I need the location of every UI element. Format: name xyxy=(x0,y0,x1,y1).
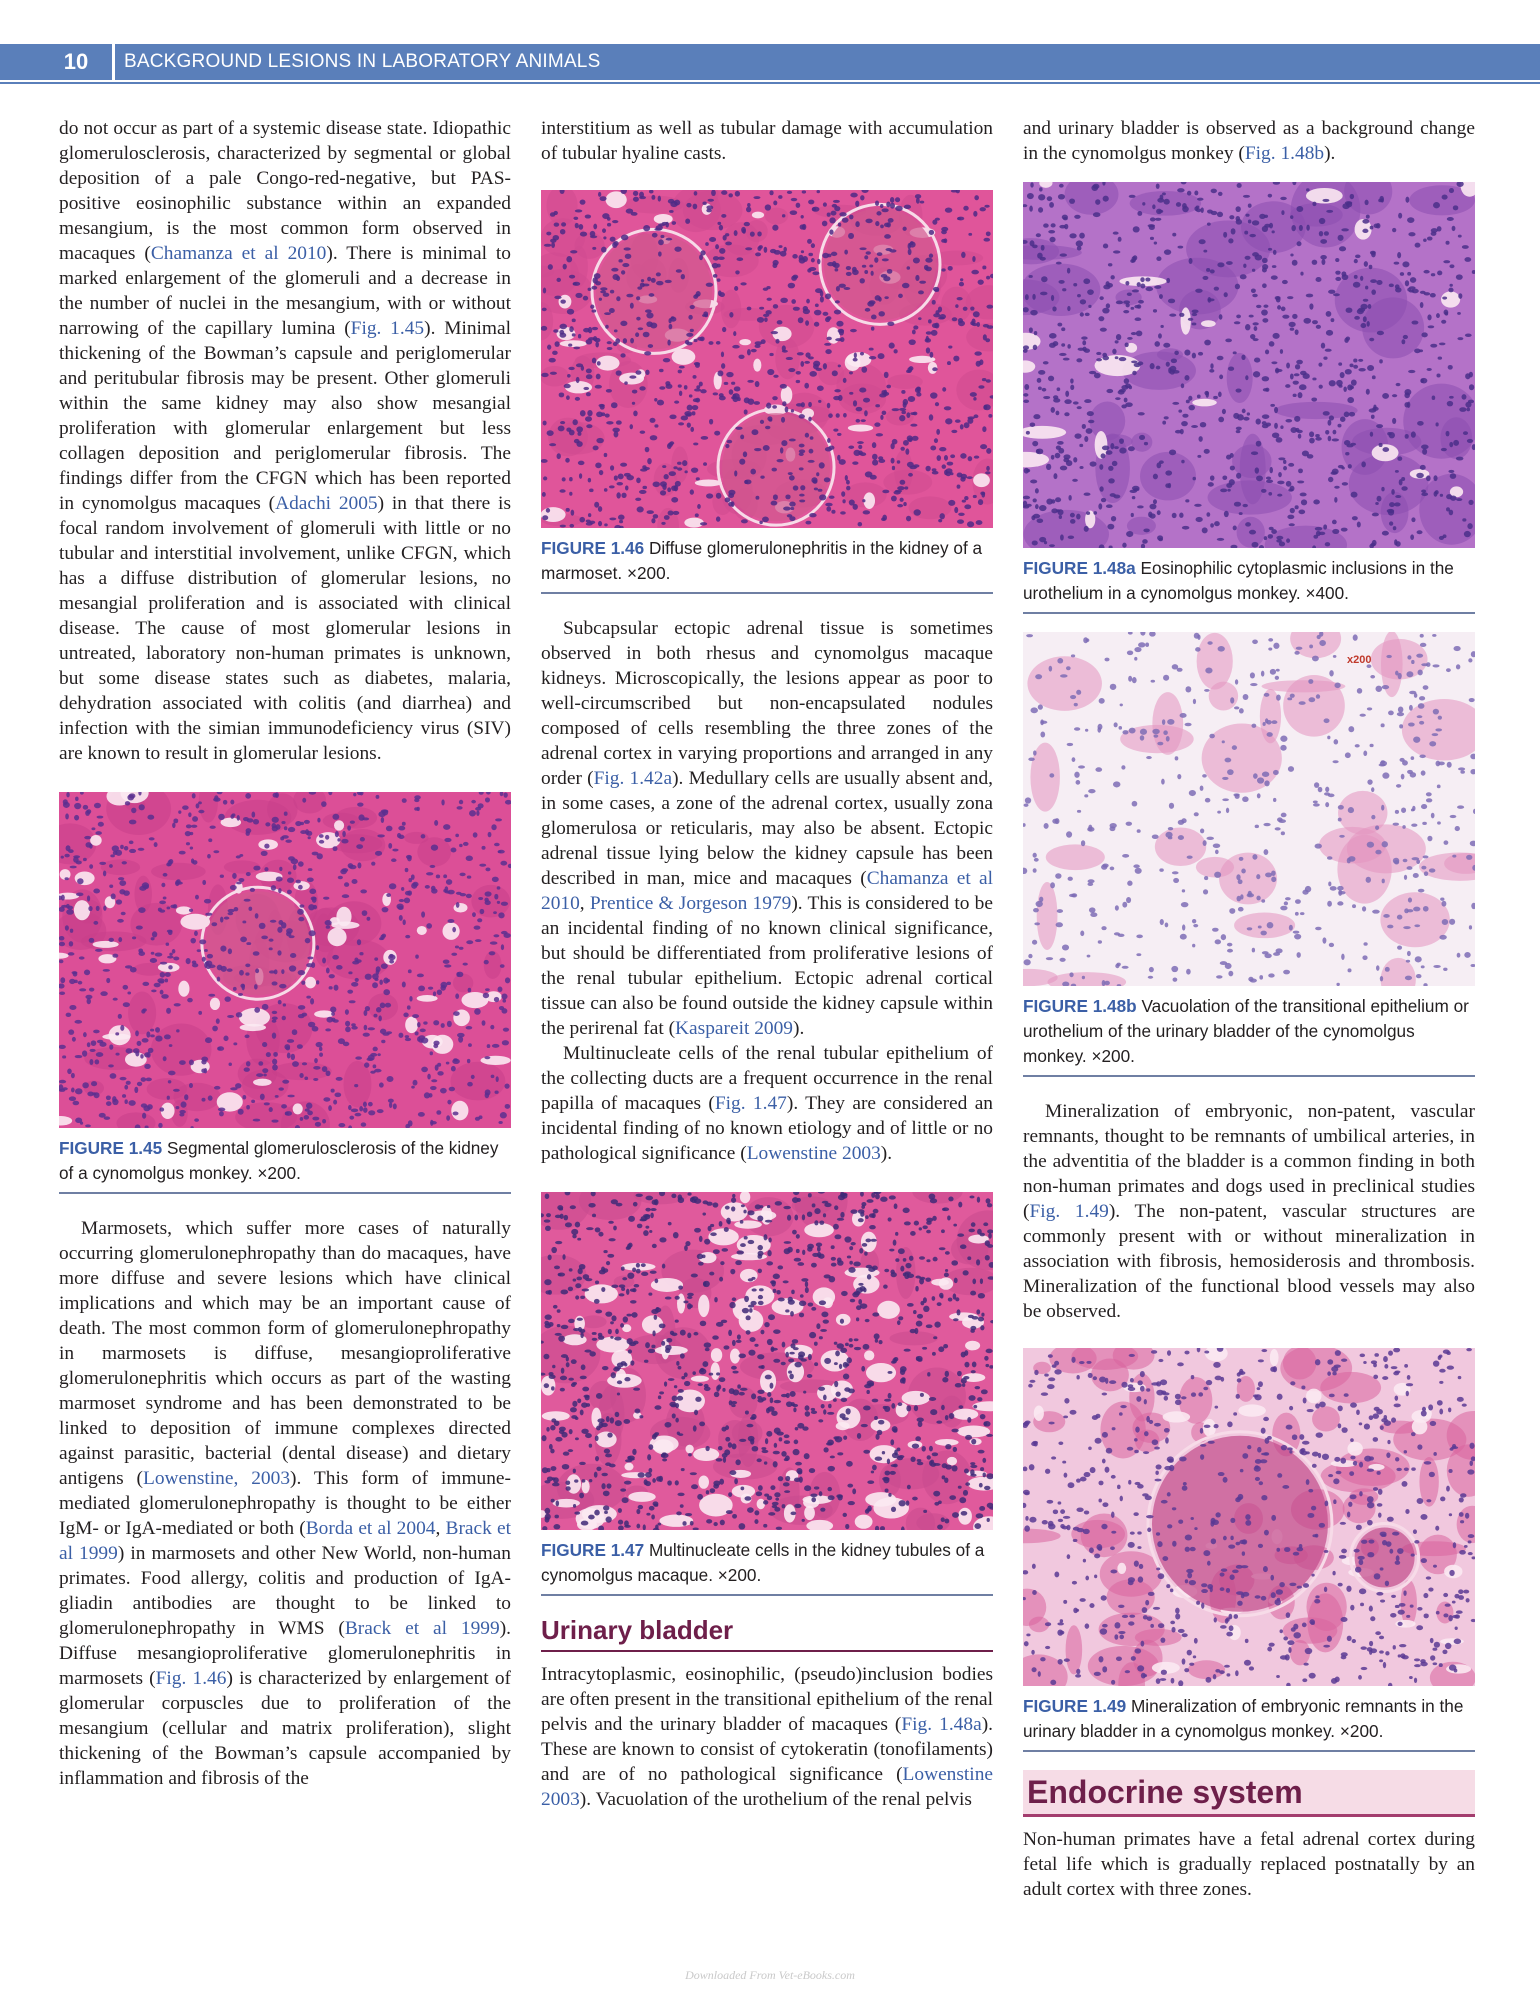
figure-caption xyxy=(59,1136,511,1194)
paragraph xyxy=(541,616,993,1041)
figure-label: FIGURE 1.47 xyxy=(541,1540,645,1560)
text-run: Multinucleate cells of the renal tubular epithelium of the collecting ducts are a frequent occurrence in the renal papilla of macaques ( xyxy=(541,1043,993,1114)
caption-text: Mineralization of embryonic remnants in the urinary bladder in a cynomolgus monkey. ×200. xyxy=(1023,1696,1464,1741)
figure-caption xyxy=(541,536,993,594)
reference-link[interactable]: Adachi 2005 xyxy=(275,493,378,514)
running-title: BACKGROUND LESIONS IN LABORATORY ANIMALS xyxy=(124,51,601,72)
text-run: ). Diffuse mesangioproliferative glomerulonephritis in marmosets ( xyxy=(59,1618,511,1689)
text-run: ). Vacuolation of the urothelium of the renal pelvis xyxy=(579,1789,972,1810)
figure-1-49-micrograph xyxy=(1023,1348,1475,1686)
text-run: ). They are considered an incidental finding of no known etiology and of little or no pathological significance ( xyxy=(541,1093,993,1164)
page-number: 10 xyxy=(63,49,89,74)
header-separator xyxy=(112,44,115,80)
caption-text: Multinucleate cells in the kidney tubules of a cynomolgus macaque. ×200. xyxy=(541,1540,985,1585)
caption-text: Eosinophilic cytoplasmic inclusions in the urothelium in a cynomolgus monkey. ×400. xyxy=(1023,558,1454,603)
reference-link[interactable]: Lowenstine, 2003 xyxy=(143,1468,291,1489)
figure-1-45-micrograph xyxy=(59,792,511,1128)
text-run: ) in marmosets and other New World, non-human primates. Food allergy, colitis and production of IgA-gliadin antibodies are thought to be linked to glomerulonephropathy in WMS ( xyxy=(59,1543,511,1639)
figure-caption xyxy=(1023,1694,1475,1752)
figure-link[interactable]: Fig. 1.46 xyxy=(155,1668,227,1689)
paragraph xyxy=(59,1216,511,1791)
figure-caption xyxy=(541,1538,993,1596)
text-run: ). The non-patent, vascular structures are commonly present with or without mineralization in association with fibrosis, hemosiderosis and thrombosis. Mineralization of the functional blood vessels may also be observed. xyxy=(1023,1201,1475,1322)
caption-text: Vacuolation of the transitional epithelium or urothelium of the urinary bladder of the cynomolgus monkey. ×200. xyxy=(1023,996,1469,1066)
text-run: Mineralization of embryonic, non-patent, vascular remnants, thought to be remnants of umbilical arteries, in the adventitia of the bladder is a common finding in both non-human primates and dogs used in preclinical studies ( xyxy=(1023,1101,1475,1222)
paragraph xyxy=(1023,1099,1475,1324)
figure-1-48b-micrograph xyxy=(1023,632,1475,986)
text-run: do not occur as part of a systemic disease state. Idiopathic glomerulosclerosis, characterized by segmental or global deposition of a pale Congo-red-negative, but PAS-positive eosinophilic substance within an expanded mesangium, is the most common form observed in macaques ( xyxy=(59,118,511,264)
reference-link[interactable]: Brack et al 1999 xyxy=(59,1518,511,1564)
text-run: , xyxy=(579,893,590,914)
figure-label: FIGURE 1.49 xyxy=(1023,1696,1127,1716)
text-run: Intracytoplasmic, eosinophilic, (pseudo)inclusion bodies are often present in the transitional epithelium of the renal pelvis and the urinary bladder of macaques ( xyxy=(541,1664,993,1735)
reference-link[interactable]: Lowenstine 2003 xyxy=(746,1143,881,1164)
reference-link[interactable]: Prentice & Jorgeson 1979 xyxy=(589,893,792,914)
text-run: Subcapsular ectopic adrenal tissue is sometimes observed in both rhesus and cynomolgus macaque kidneys. Microscopically, the lesions appear as poor to well-circumscribed but non-encapsulated nodules composed of cells resembling the three zones of the adrenal cortex in varying proportions and arranged in any order ( xyxy=(541,618,993,789)
text-run: ). This is considered to be an incidental finding of no known clinical significance, but should be differentiated from proliferative lesions of the renal tubular epithelium. Ectopic adrenal cortical tissue can also be found outside the kidney capsule within the perirenal fat ( xyxy=(541,893,993,1039)
figure-label: FIGURE 1.48b xyxy=(1023,996,1137,1016)
reference-link[interactable]: Brack et al 1999 xyxy=(344,1618,500,1639)
figure-1-46-micrograph xyxy=(541,190,993,528)
text-run: ). Minimal thickening of the Bowman’s capsule and periglomerular and peritubular fibrosis may be present. Other glomeruli within the same kidney may also show mesangial proliferation with glomerular enlargement but less collagen deposition and periglomerular fibrosis. The findings differ from the CFGN which has been reported in cynomolgus macaques ( xyxy=(59,318,511,514)
figure-label: FIGURE 1.46 xyxy=(541,538,645,558)
section-heading-urinary-bladder: Urinary bladder xyxy=(541,1614,993,1652)
text-run: and urinary bladder is observed as a background change in the cynomolgus monkey ( xyxy=(1023,118,1475,164)
caption-text: Diffuse glomerulonephritis in the kidney of a marmoset. ×200. xyxy=(541,538,983,583)
reference-link[interactable]: Chamanza et al 2010 xyxy=(541,868,994,914)
figure-label: FIGURE 1.48a xyxy=(1023,558,1136,578)
figure-1-47-micrograph xyxy=(541,1192,993,1530)
text-run: ). xyxy=(792,1018,805,1039)
magnification-watermark: x200 xyxy=(1347,654,1372,666)
paragraph: interstitium as well as tubular damage with accumulation of tubular hyaline casts. xyxy=(541,118,993,164)
reference-link[interactable]: Borda et al 2004 xyxy=(305,1518,436,1539)
reference-link[interactable]: Lowenstine 2003 xyxy=(541,1764,993,1810)
header-rule xyxy=(0,82,1540,84)
text-run: ). Medullary cells are usually absent and, in some cases, a zone of the adrenal cortex, usually zona glomerulosa or reticularis, may also be absent. Ectopic adrenal tissue lying below the kidney capsule has been described in man, mice and macaques ( xyxy=(541,768,994,889)
figure-link[interactable]: Fig. 1.42a xyxy=(593,768,673,789)
column-1 xyxy=(59,116,511,1791)
running-header xyxy=(0,44,1540,80)
reference-link[interactable]: Chamanza et al 2010 xyxy=(150,243,327,264)
figure-link[interactable]: Fig. 1.48a xyxy=(901,1714,982,1735)
text-run: ) in that there is focal random involvement of glomeruli with little or no tubular and interstitial involvement, unlike CFGN, which has a diffuse distribution of glomerular lesions, no mesangial proliferation and is associated with clinical disease. The cause of most glomerular lesions in untreated, laboratory non-human primates is unknown, but some disease states such as diabetes, malaria, dehydration associated with colitis (and diarrhea) and infection with the simian immunodeficiency virus (SIV) are known to result in glomerular lesions. xyxy=(59,493,511,764)
text-run: ). There is minimal to marked enlargement of the glomeruli and a decrease in the number of nuclei in the mesangium, with or without narrowing of the capillary lumina ( xyxy=(59,243,511,339)
paragraph xyxy=(1023,116,1475,166)
figure-link[interactable]: Fig. 1.48b xyxy=(1244,143,1325,164)
paragraph xyxy=(541,1041,993,1166)
text-run: Marmosets, which suffer more cases of naturally occurring glomerulonephropathy than do macaques, have more diffuse and severe lesions which have clinical implications and which may be an important cause of death. The most common form of glomerulonephropathy in marmosets is diffuse, mesangioproliferative glomerulonephritis which occurs as part of the wasting marmoset syndrome and has been demonstrated to be linked to deposition of immune complexes directed against parasitic, bacterial (dental disease) and dietary antigens ( xyxy=(59,1218,511,1489)
figure-label: FIGURE 1.45 xyxy=(59,1138,163,1158)
caption-text: Segmental glomerulosclerosis of the kidney of a cynomolgus monkey. ×200. xyxy=(59,1138,499,1183)
figure-caption xyxy=(1023,556,1475,614)
column-3 xyxy=(1023,116,1475,1902)
figure-link[interactable]: Fig. 1.49 xyxy=(1029,1201,1109,1222)
text-run: ). This form of immune-mediated glomerulonephropathy is thought to be either IgM- or IgA-mediated or both ( xyxy=(59,1468,511,1539)
figure-link[interactable]: Fig. 1.47 xyxy=(714,1093,787,1114)
figure-caption xyxy=(1023,994,1475,1077)
text-run: ). These are known to consist of cytokeratin (tonofilaments) and are of no pathological significance ( xyxy=(541,1714,993,1785)
figure-link[interactable]: Fig. 1.45 xyxy=(350,318,425,339)
paragraph xyxy=(541,1662,993,1812)
column-2 xyxy=(541,116,993,1812)
text-run: , xyxy=(435,1518,446,1539)
figure-1-48a-micrograph xyxy=(1023,182,1475,548)
footer-watermark: Downloaded From Vet-eBooks.com xyxy=(685,1968,855,1982)
text-run: ) is characterized by enlargement of glomerular corpuscles due to proliferation of the mesangium (cellular and matrix proliferation), slight thickening of the Bowman’s capsule accompanied by inflammation and fibrosis of the xyxy=(59,1668,511,1789)
text-run: ). xyxy=(1324,143,1336,164)
paragraph xyxy=(59,116,511,766)
section-heading-endocrine-system: Endocrine system xyxy=(1023,1770,1475,1817)
reference-link[interactable]: Kaspareit 2009 xyxy=(675,1018,793,1039)
text-run: ). xyxy=(880,1143,893,1164)
paragraph: Non-human primates have a fetal adrenal cortex during fetal life which is gradually replaced postnatally by an adult cortex with three zones. xyxy=(1023,1829,1475,1900)
